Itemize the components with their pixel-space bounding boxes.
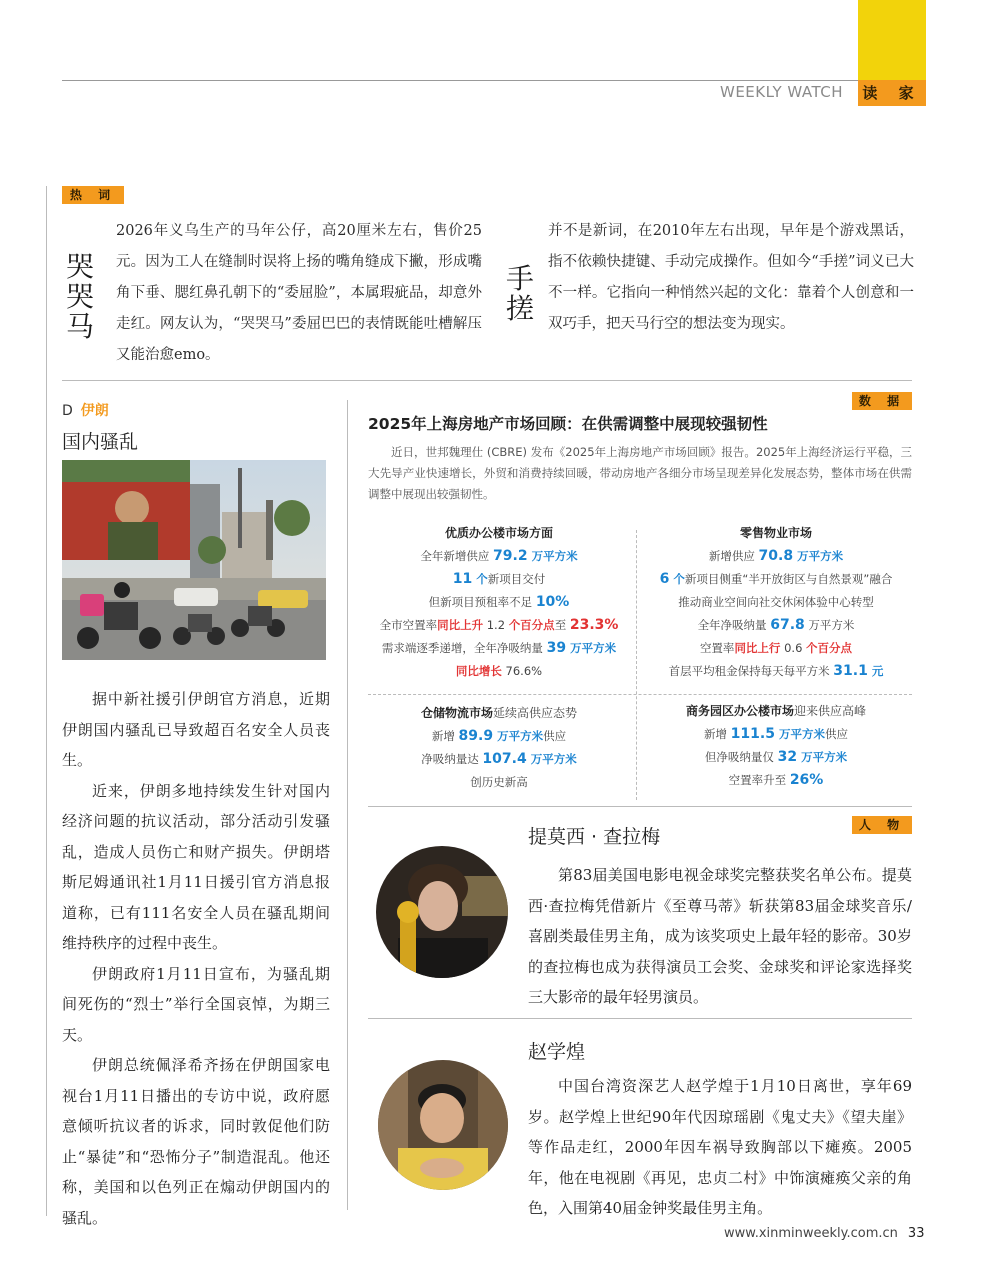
iran-category: 伊朗 — [80, 403, 109, 419]
chalamet-portrait — [376, 846, 508, 978]
header-rule — [62, 80, 926, 81]
iran-paragraph: 伊朗总统佩泽希齐扬在伊朗国家电视台1月11日播出的专访中说，政府愿意倾听抗议者的诉求，同时敦促他们防止“暴徒”和“恐怖分子”制造混乱。他还称，美国和以色列正在煽动伊朗国内的骚乱。 — [62, 1056, 330, 1227]
weekly-watch-label: WEEKLY WATCH — [720, 83, 844, 101]
section-letter: D — [62, 403, 73, 419]
hot-word-shoucuo: 手搓 — [505, 262, 534, 325]
retail-heading: 零售物业市场 — [739, 526, 812, 540]
iran-section-header — [62, 400, 109, 420]
iran-title: 国内骚乱 — [62, 431, 139, 453]
logistics-record: 创历史新高 — [470, 775, 528, 789]
retail-transformation: 推动商业空间向社交休闲体验中心转型 — [678, 595, 874, 609]
retail-rent: 首层平均租金保持每天每平方米 31.1 元 — [668, 663, 884, 679]
office-vacancy: 全市空置率同比上升 1.2 个百分点至 23.3% — [379, 617, 619, 633]
grid-divider-horizontal — [368, 694, 912, 695]
business-park-vacancy: 空置率升至 26% — [728, 772, 824, 788]
logistics-new-supply: 新增 89.9 万平方米供应 — [431, 728, 567, 744]
grid-divider-vertical — [636, 530, 637, 800]
retail-absorption: 全年净吸纳量 67.8 万平方米 — [697, 617, 855, 633]
data-intro: 近日，世邦魏理仕 (CBRE) 发布《2025年上海房地产市场回顾》报告。2025年上海经济运行平稳，三大先导产业快速增长，外贸和消费持续回暖，带动房地产各细分市场呈现差异化发展态势，整体市场在供需调整中展现出较强韧性。 — [368, 445, 912, 501]
business-park-absorption: 但净吸纳量仅 32 万平方米 — [704, 749, 848, 765]
retail-vacancy: 空置率同比上行 0.6 个百分点 — [699, 641, 853, 655]
section-label: 读 家 — [858, 80, 926, 106]
hot-word-shoucuo-text: 并不是新词，在2010年左右出现，早年是个游戏黑话，指不依赖快捷键、手动完成操作。但如今“手搓”词义已大不一样。它指向一种悄然兴起的文化：靠着个人创意和一双巧手，把天马行空的想法变为现实。 — [548, 223, 914, 332]
left-margin-rule — [46, 186, 47, 1216]
logistics-absorption: 净吸纳量达 107.4 万平方米 — [421, 751, 577, 767]
retail-new-supply: 新增供应 70.8 万平方米 — [708, 548, 844, 564]
hot-word-kukuma: 哭哭马 — [65, 250, 94, 343]
people-tag: 人 物 — [852, 816, 912, 834]
person-text-zhao-xuehuang: 中国台湾资深艺人赵学煌于1月10日离世，享年69岁。赵学煌上世纪90年代因琼瑶剧《鬼丈夫》《望夫崖》等作品走红，2000年因车祸导致胸部以下瘫痪。2005年，他在电视剧《再见，忠贞二村》中饰演瘫痪父亲的角色，入围第40届金钟奖最佳男主角。 — [528, 1077, 912, 1217]
people-divider — [368, 1018, 912, 1019]
data-title: 2025年上海房地产市场回顾：在供需调整中展现较强韧性 — [368, 415, 768, 433]
business-park-market-block — [640, 700, 912, 792]
office-growth: 同比增长 76.6% — [455, 664, 543, 678]
footer-url[interactable]: www.xinminweekly.com.cn — [724, 1226, 898, 1241]
person-name-zhao-xuehuang: 赵学煌 — [528, 1041, 586, 1063]
iran-paragraph: 近来，伊朗多地持续发生针对国内经济问题的抗议活动，部分活动引发骚乱，造成人员伤亡和财产损失。伊朗塔斯尼姆通讯社1月11日援引官方消息报道称，已有111名安全人员在骚乱期间维持秩序的过程中丧生。 — [62, 781, 330, 952]
data-bottom-rule — [368, 806, 912, 807]
office-new-supply: 全年新增供应 79.2 万平方米 — [420, 548, 578, 564]
retail-market-block — [640, 522, 912, 683]
hot-words-divider — [62, 380, 912, 381]
office-market-block — [368, 522, 630, 683]
office-absorption: 需求端逐季递增，全年净吸纳量 39 万平方米 — [381, 640, 617, 656]
retail-new-projects: 6 个新项目侧重“半开放街区与自然景观”融合 — [659, 571, 893, 587]
office-heading: 优质办公楼市场方面 — [444, 526, 553, 540]
business-park-heading: 商务园区办公楼市场迎来供应高峰 — [685, 704, 867, 718]
iran-paragraph: 伊朗政府1月11日宣布，为骚乱期间死伤的“烈士”举行全国哀悼，为期三天。 — [62, 964, 330, 1044]
logistics-market-block — [368, 702, 630, 794]
hot-words-tag: 热 词 — [62, 186, 124, 204]
page-number: 33 — [907, 1226, 925, 1241]
hot-word-kukuma-text: 2026年义乌生产的马年公仔，高20厘米左右，售价25元。因为工人在缝制时误将上扬的嘴角缝成下撇，形成嘴角下垂、腮红鼻孔朝下的“委屈脸”，本属瑕疵品，却意外走红。网友认为，“哭哭马”委屈巴巴的表情既能吐槽解压又能治愈emo。 — [116, 223, 482, 363]
office-preleasing: 但新项目预租率不足 10% — [428, 594, 570, 610]
iran-paragraph: 据中新社援引伊朗官方消息，近期伊朗国内骚乱已导致超百名安全人员丧生。 — [62, 690, 330, 769]
office-new-projects: 11 个新项目交付 — [452, 571, 546, 587]
person-text-chalamet: 第83届美国电影电视金球奖完整获奖名单公布。提莫西·查拉梅凭借新片《至尊马蒂》斩获第83届金球奖音乐/喜剧类最佳男主角，成为该奖项史上最年轻的影帝。30岁的查拉梅也成为获得演员工会奖、金球奖和评论家选择奖三大影帝的最年轻男演员。 — [528, 866, 912, 1006]
column-divider — [347, 400, 348, 1210]
logistics-heading: 仓储物流市场延续高供应态势 — [420, 706, 578, 720]
iran-article-body — [62, 684, 330, 1233]
zhao-xuehuang-portrait — [378, 1060, 508, 1190]
person-name-chalamet: 提莫西 · 查拉梅 — [528, 826, 661, 848]
footer — [724, 1226, 924, 1241]
iran-street-photo — [62, 460, 326, 660]
business-park-new-supply: 新增 111.5 万平方米供应 — [704, 726, 848, 742]
data-tag: 数 据 — [852, 392, 912, 410]
